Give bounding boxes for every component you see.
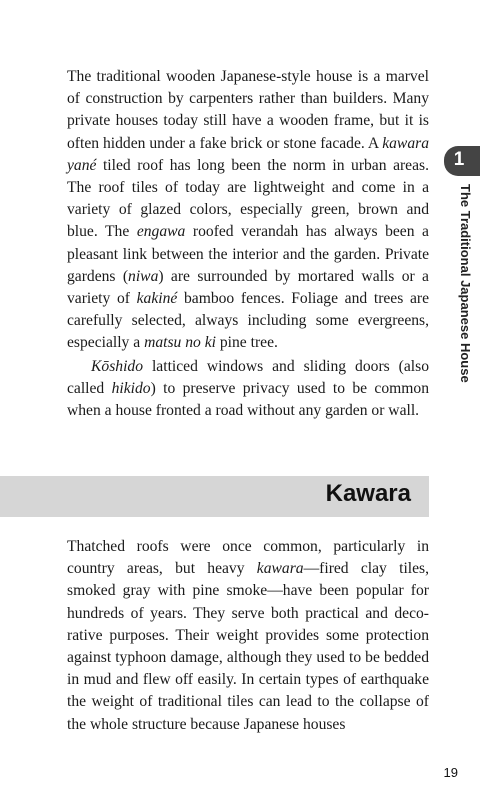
text-run: The traditional wooden Japanese-style house is a marvel of construction by carpenters rather than builders. Many private houses today still have a wooden frame, but it is often hidden under a fake brick or stone facade. A bbox=[67, 68, 429, 152]
italic-term: Kōshido bbox=[91, 358, 143, 375]
text-run: roofed verandah has always been a pleasant link between the interior and the garden. Private gardens ( bbox=[67, 223, 429, 285]
text-run: tiled roof has long been the norm in urban areas. The roof tiles of today are lightweight and come in a variety of glazed colors, especially green, brown and blue. The bbox=[67, 156, 429, 241]
text-run: bamboo fences. Foliage and trees are carefully selected, always including some evergreens, especially a bbox=[67, 290, 429, 352]
italic-term: niwa bbox=[128, 267, 159, 285]
text-run: ) to preserve privacy used to be common when a house fronted a road without any garden or wall. bbox=[67, 380, 430, 420]
text-run: Thatched roofs were once common, particularly in country areas, but heavy bbox=[67, 538, 429, 578]
italic-term: hikido bbox=[111, 380, 151, 398]
paragraph-2 bbox=[67, 356, 429, 423]
italic-term: engawa bbox=[136, 223, 186, 241]
chapter-tab bbox=[444, 146, 480, 176]
paragraph-3 bbox=[67, 536, 429, 736]
italic-term: kawara bbox=[256, 560, 304, 578]
text-run: pine tree. bbox=[215, 334, 278, 352]
chapter-number: 1 bbox=[453, 149, 465, 170]
text-run: —fired clay tiles, smoked gray with pine smoke—have been popular for hundreds of years. They serve both practical and decorative purposes. Their weight provides some protection against typhoon damage, although they used to be bedded in mud and flew off easily. In certain types of earthquake the weight of traditional tiles can lead to the collapse of the whole structure because Japanese houses bbox=[67, 560, 430, 733]
paragraph-1 bbox=[67, 66, 429, 355]
chapter-title-vertical: The Traditional Japanese House bbox=[458, 184, 473, 383]
italic-term: kakiné bbox=[136, 290, 178, 308]
italic-term: matsu no ki bbox=[144, 334, 216, 352]
section-heading: Kawara bbox=[325, 480, 411, 507]
text-run: latticed windows and sliding doors (also called bbox=[67, 358, 429, 398]
page-number: 19 bbox=[443, 765, 458, 780]
text-run: ) are surrounded by mortared walls or a variety of bbox=[67, 267, 429, 308]
section-banner bbox=[0, 476, 429, 517]
italic-term: kawara yané bbox=[67, 134, 429, 174]
